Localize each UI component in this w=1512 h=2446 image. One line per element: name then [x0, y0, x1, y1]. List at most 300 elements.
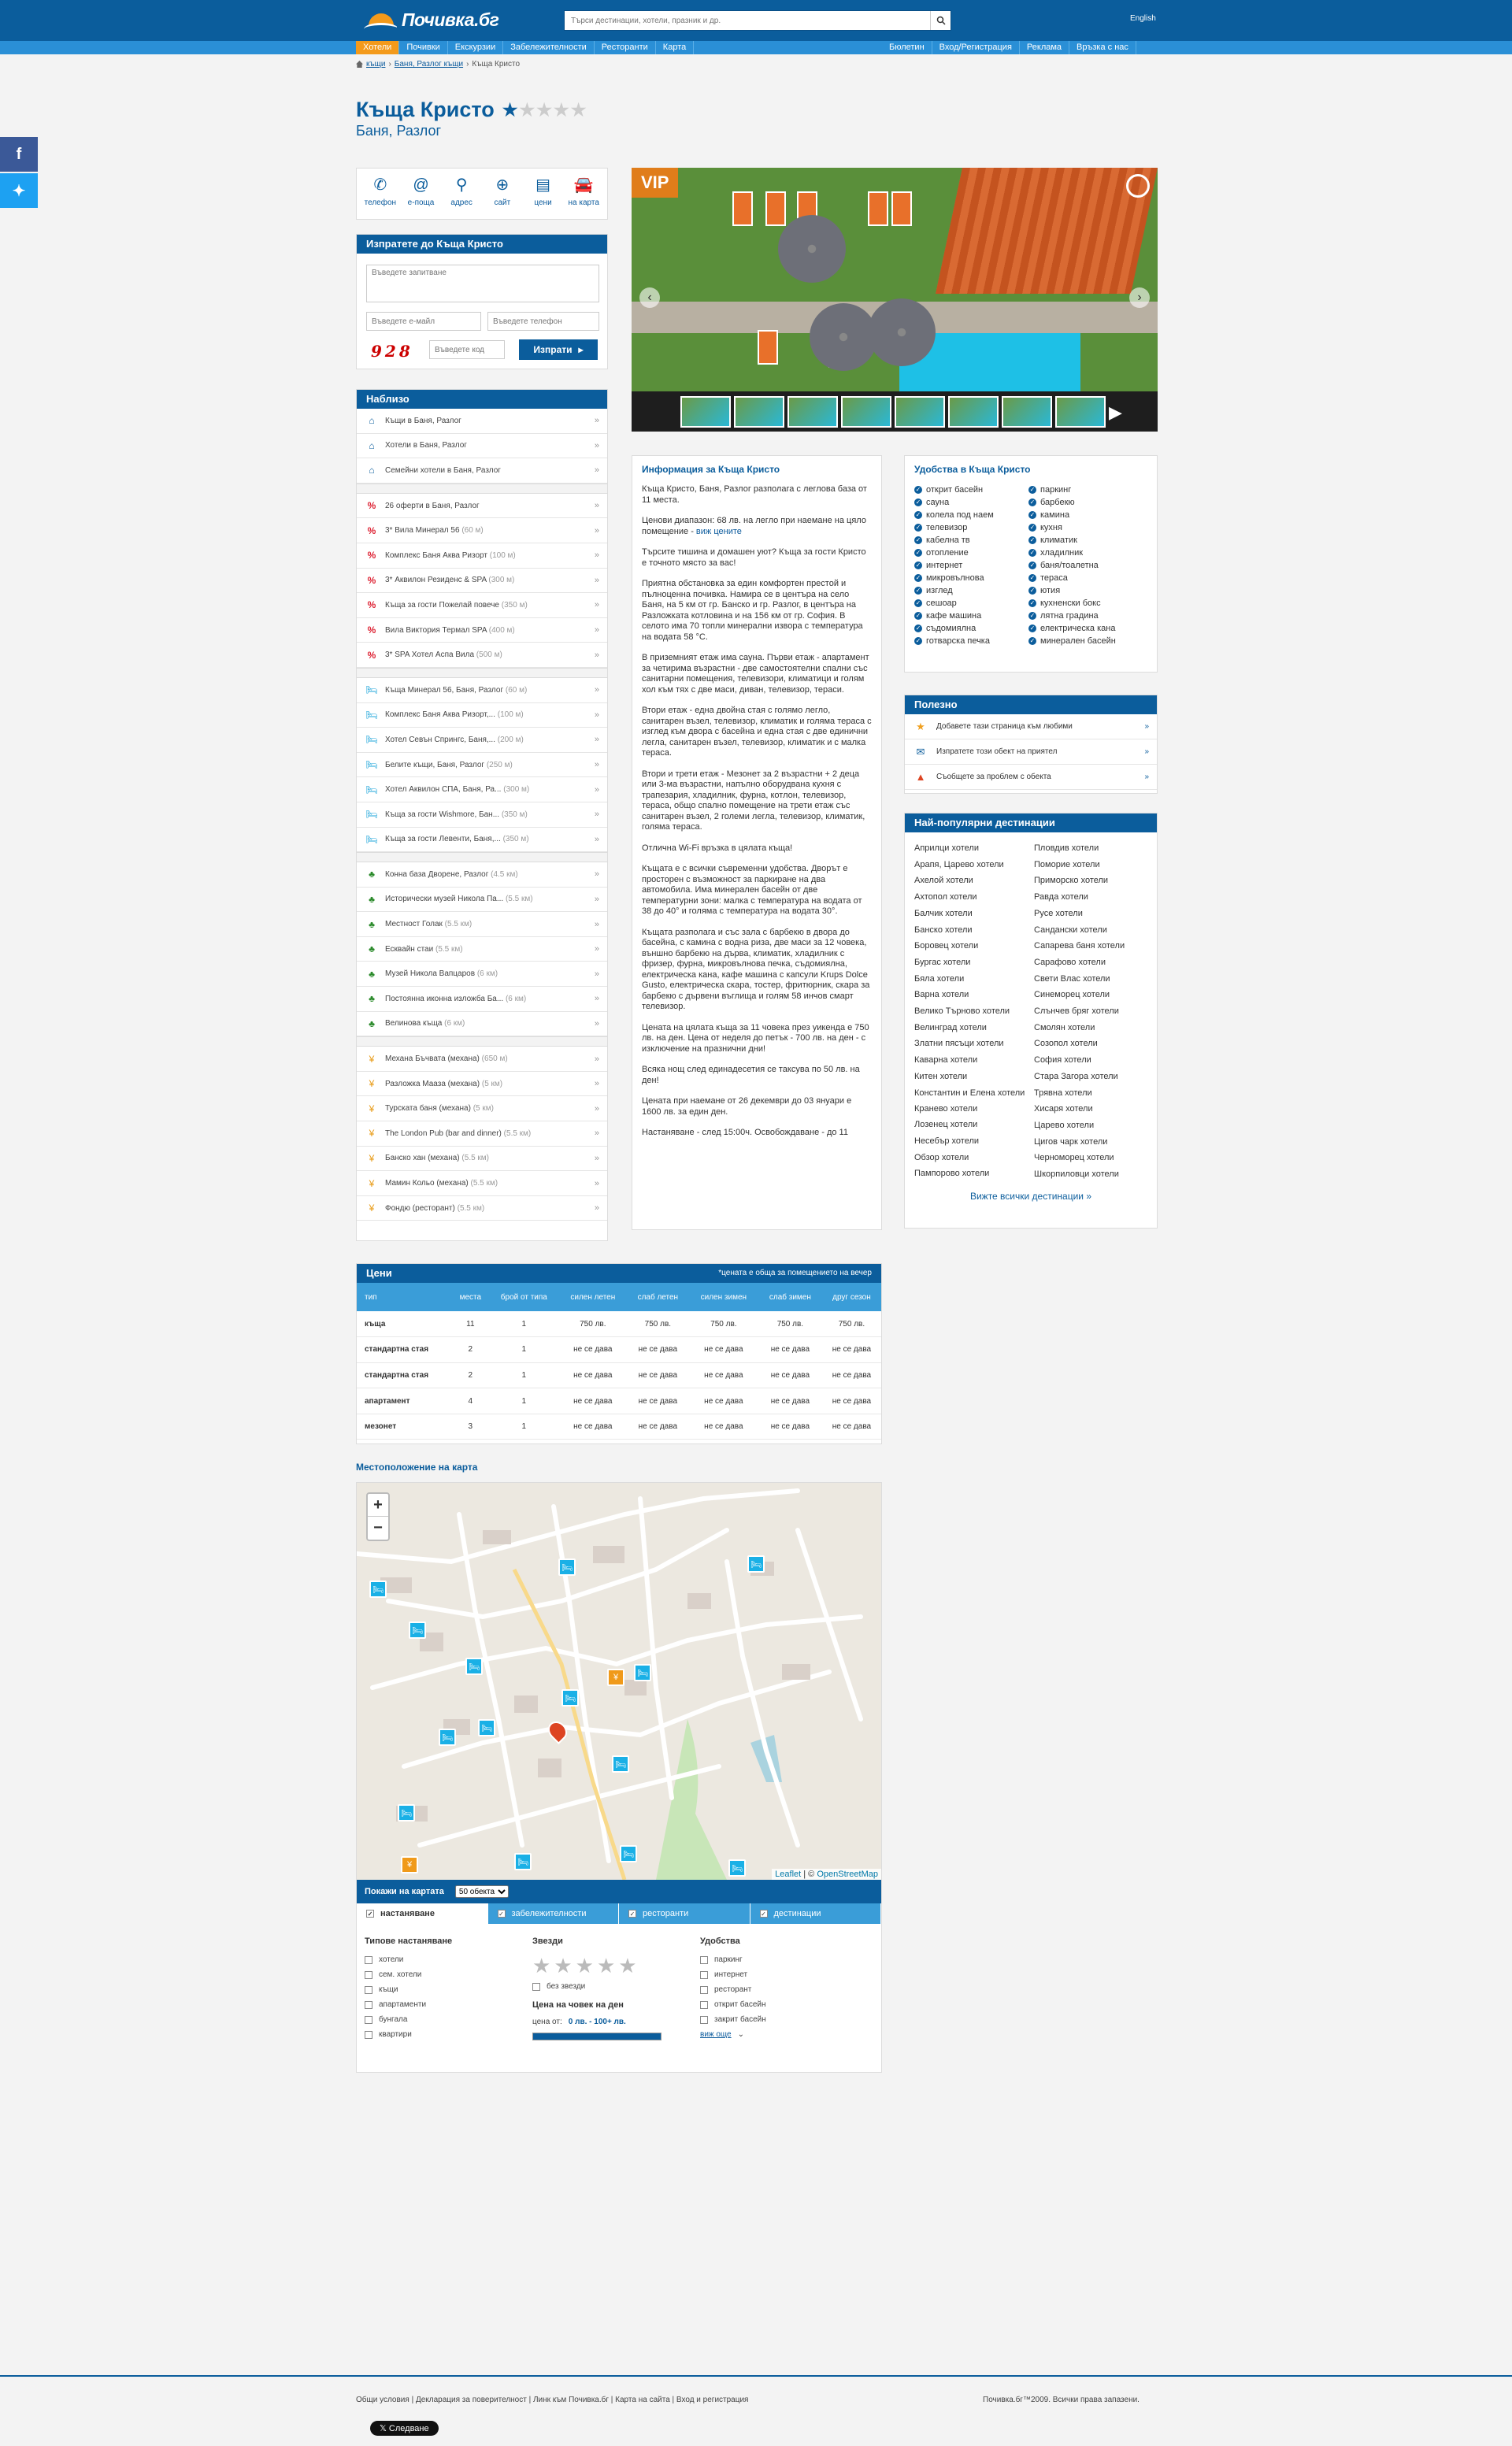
popular-title: Най-популярни дестинации: [905, 813, 1157, 832]
tree-icon: ♣: [369, 1017, 375, 1029]
zoom-in-button[interactable]: +: [368, 1494, 388, 1517]
nearby-item[interactable]: [357, 912, 607, 937]
check-icon: ✓: [1029, 548, 1036, 556]
restaurant-marker-icon[interactable]: ¥: [607, 1669, 624, 1686]
useful-item-label: Изпратете този обект на приятел: [936, 747, 1058, 756]
nearby-item-label: Къща за гости Wishmore, Бан... (350 м): [385, 810, 528, 819]
double-chevron-icon: »: [594, 969, 599, 979]
nearby-item[interactable]: [357, 618, 607, 643]
nearby-item[interactable]: [357, 1096, 607, 1121]
info-title: Информация за Къща Кристо: [642, 464, 780, 475]
destination-link[interactable]: Лозенец хотели: [914, 1120, 978, 1130]
search-icon: [936, 16, 946, 25]
next-thumbs-icon[interactable]: ▶: [1109, 402, 1122, 422]
checkbox[interactable]: [700, 1986, 708, 1994]
map-panel: [356, 1482, 882, 2073]
destination-link[interactable]: Бяла хотели: [914, 973, 965, 984]
photo-thumbnail[interactable]: [788, 396, 838, 428]
destination-link[interactable]: Обзор хотели: [914, 1152, 969, 1162]
amenity-item: ✓ колела под наем: [915, 510, 994, 520]
destination-link[interactable]: Китен хотели: [914, 1071, 968, 1081]
hotel-marker-icon[interactable]: 🛏: [514, 1853, 532, 1870]
address-contact-button[interactable]: [443, 176, 480, 211]
destination-link[interactable]: Ахтопол хотели: [914, 892, 977, 902]
email-icon: @: [413, 176, 429, 194]
zoom-out-button[interactable]: −: [373, 1519, 383, 1536]
price-cell: 750 лв.: [627, 1311, 689, 1337]
leaflet-link[interactable]: Leaflet: [775, 1870, 802, 1879]
amenities-title: Удобства в Къща Кристо: [914, 464, 1031, 475]
double-chevron-icon: »: [594, 685, 599, 695]
map-object-count-select[interactable]: [455, 1885, 509, 1898]
destination-link[interactable]: Сандански хотели: [1034, 925, 1107, 935]
pct-icon: %: [367, 624, 376, 636]
phone-icon: ✆: [373, 176, 387, 194]
checkbox[interactable]: [700, 1956, 708, 1964]
pct-icon: %: [367, 550, 376, 561]
osm-link[interactable]: OpenStreetMap: [817, 1870, 878, 1879]
nearby-item[interactable]: [357, 703, 607, 728]
checkbox[interactable]: ✓: [629, 1910, 636, 1918]
nearby-item[interactable]: [357, 962, 607, 987]
photo-thumbnail[interactable]: [1055, 396, 1106, 428]
nav-item[interactable]: Почивки: [399, 41, 447, 54]
nearby-item[interactable]: [357, 458, 607, 484]
map-tab[interactable]: ✓ ресторанти: [619, 1903, 750, 1924]
double-chevron-icon: »: [594, 1128, 599, 1139]
hotel-marker-icon[interactable]: 🛏: [634, 1664, 651, 1681]
message-field[interactable]: [366, 265, 599, 302]
amenity-checkbox[interactable]: интернет: [700, 1970, 868, 1979]
double-chevron-icon: »: [1144, 722, 1149, 731]
address-icon: ⚲: [455, 176, 468, 194]
nearby-item-label: Банско хан (механа) (5.5 км): [385, 1154, 490, 1163]
nearby-item[interactable]: [357, 1121, 607, 1147]
hotel-marker-icon[interactable]: 🛏: [465, 1658, 483, 1675]
checkbox[interactable]: [700, 1971, 708, 1979]
breadcrumb-link[interactable]: къщи: [366, 60, 386, 69]
type-checkbox[interactable]: хотели: [365, 1955, 532, 1964]
destination-link[interactable]: Хисаря хотели: [1034, 1104, 1093, 1114]
destination-link[interactable]: Слънчев бряг хотели: [1034, 1006, 1119, 1017]
checkbox[interactable]: [700, 2016, 708, 2024]
see-prices-link[interactable]: виж цените: [695, 526, 742, 536]
search-box: [564, 10, 951, 31]
facebook-share-button[interactable]: f: [0, 137, 38, 172]
checkbox[interactable]: ✓: [761, 1910, 766, 1918]
map-icon: 🚘: [573, 176, 594, 194]
contact-label: сайт: [494, 198, 511, 207]
amenity-checkbox[interactable]: открит басейн: [700, 2000, 868, 2009]
nearby-item[interactable]: [357, 494, 607, 519]
check-icon: ✓: [915, 510, 921, 518]
amen-filter-title: Удобства: [700, 1936, 740, 1946]
contact-label: на карта: [568, 198, 599, 207]
info-paragraph: Цената при наемане от 26 декември до 03 януари е 1600 лв. за един ден.: [642, 1096, 852, 1117]
home-icon: ⌂: [369, 415, 375, 427]
food-icon: ¥: [369, 1103, 375, 1114]
price-cell: не се дава: [627, 1337, 689, 1363]
info-paragraph: Къща Кристо, Баня, Разлог разполага с леглова база от 11 места.: [642, 484, 867, 505]
nearby-item-label: Велинова къща (6 км): [385, 1019, 465, 1028]
double-chevron-icon: »: [1144, 773, 1149, 781]
captcha-image: 928: [371, 342, 413, 361]
check-icon: ✓: [915, 636, 921, 644]
check-icon: ✓: [1029, 536, 1036, 543]
rating-stars: [502, 99, 587, 120]
hotel-marker-icon[interactable]: 🛏: [620, 1845, 637, 1862]
map-controls-bar: [357, 1880, 881, 1903]
map-contact-button[interactable]: [565, 176, 602, 211]
price-cell: не се дава: [758, 1362, 822, 1388]
price-cell: не се дава: [559, 1414, 627, 1440]
destination-link[interactable]: Константин и Елена хотели: [914, 1088, 1025, 1098]
amenity-item: ✓ сешоар: [915, 598, 957, 608]
nav-item[interactable]: Екскурзии: [448, 41, 503, 54]
amenity-item: ✓ камина: [1029, 510, 1070, 520]
checkbox[interactable]: [365, 1971, 372, 1979]
double-chevron-icon: »: [594, 575, 599, 585]
home-icon[interactable]: [356, 61, 363, 68]
amenity-checkbox[interactable]: паркинг: [700, 1955, 868, 1964]
table-row: [357, 1311, 881, 1337]
price-cell: не се дава: [559, 1388, 627, 1414]
useful-item[interactable]: [905, 739, 1157, 765]
hotel-marker-icon[interactable]: 🛏: [369, 1581, 387, 1598]
all-destinations-link[interactable]: [905, 1191, 1157, 1202]
food-icon: ¥: [369, 1177, 375, 1189]
destination-link[interactable]: Поморие хотели: [1034, 859, 1100, 869]
destination-link[interactable]: Банско хотели: [914, 925, 973, 935]
nearby-item[interactable]: [357, 409, 607, 434]
amenity-item: ✓ хладилник: [1029, 547, 1084, 558]
hotel-marker-icon[interactable]: 🛏: [728, 1859, 746, 1877]
next-photo-button[interactable]: ›: [1129, 287, 1150, 308]
map-tab[interactable]: ✓ настаняване: [357, 1903, 488, 1924]
amenity-item: ✓ тераса: [1029, 573, 1068, 583]
double-chevron-icon: »: [594, 919, 599, 929]
price-column-header: брой от типа: [489, 1283, 559, 1311]
price-cell: мезонет: [357, 1414, 452, 1440]
hotel-marker-icon[interactable]: 🛏: [398, 1804, 415, 1822]
price-cell: не се дава: [689, 1337, 758, 1363]
nearby-item[interactable]: [357, 643, 607, 668]
photo-gallery: [632, 168, 1158, 432]
nearby-item[interactable]: [357, 728, 607, 753]
website-icon: ⊕: [495, 176, 510, 194]
type-checkbox[interactable]: апартаменти: [365, 2000, 532, 2009]
nav-item[interactable]: Забележителности: [503, 41, 595, 54]
bed-icon: 🛏: [365, 734, 378, 746]
prices-contact-button[interactable]: [524, 176, 562, 211]
destination-link[interactable]: Русе хотели: [1034, 908, 1083, 918]
hotel-marker-icon[interactable]: 🛏: [558, 1558, 576, 1576]
destination-link[interactable]: Велико Търново хотели: [914, 1006, 1010, 1017]
nearby-item[interactable]: [357, 937, 607, 962]
destination-link[interactable]: Стара Загора хотели: [1034, 1071, 1118, 1081]
prices-panel: [356, 1263, 882, 1444]
amenity-item: ✓ изглед: [915, 585, 953, 595]
nearby-item-label: 3* Аквилон Резиденс & SPA (300 м): [385, 576, 515, 585]
hotel-marker-icon[interactable]: 🛏: [439, 1729, 456, 1746]
checkbox[interactable]: [365, 2001, 372, 2009]
main-photo[interactable]: [632, 168, 1158, 391]
checkbox[interactable]: [365, 2016, 372, 2024]
amenity-item: ✓ електрическа кана: [1029, 623, 1116, 633]
price-column-header: слаб зимен: [758, 1283, 822, 1311]
prev-photo-button[interactable]: ‹: [639, 287, 660, 308]
destination-link[interactable]: Сарафово хотели: [1034, 957, 1106, 967]
type-checkbox[interactable]: къщи: [365, 1985, 532, 1994]
nearby-item-label: Хотели в Баня, Разлог: [385, 441, 467, 450]
stars-filter[interactable]: ★ ★ ★ ★ ★: [532, 1954, 637, 1977]
captcha-field[interactable]: [429, 340, 505, 359]
nearby-item-label: Къща за гости Пожелай повече (350 м): [385, 600, 528, 610]
amenity-item: ✓ лятна градина: [1029, 610, 1099, 621]
nearby-item[interactable]: [357, 753, 607, 778]
map-tab[interactable]: ✓ забележителности: [488, 1903, 620, 1924]
check-icon: ✓: [1029, 586, 1036, 594]
destination-link[interactable]: Пловдив хотели: [1034, 843, 1099, 853]
checkbox[interactable]: [365, 1956, 372, 1964]
amen-more-link[interactable]: виж още ⌄: [700, 2030, 744, 2039]
check-icon: ✓: [1029, 636, 1036, 644]
hotel-marker-icon[interactable]: 🛏: [409, 1621, 426, 1639]
type-checkbox[interactable]: бунгала: [365, 2015, 532, 2024]
checkbox[interactable]: [700, 2001, 708, 2009]
search-button[interactable]: [930, 11, 951, 30]
checkbox[interactable]: ✓: [367, 1910, 373, 1918]
nearby-item[interactable]: [357, 434, 607, 459]
footer-links[interactable]: Общи условия | Декларация за поверителност | Линк към Почивка.бг | Карта на сайта | Вход и регистрация: [356, 2396, 749, 2404]
food-icon: ¥: [369, 1078, 375, 1090]
chevron-down-icon: ⌄: [737, 2030, 744, 2039]
check-icon: ✓: [915, 498, 921, 506]
search-input[interactable]: [565, 11, 930, 30]
nav-item[interactable]: Реклама: [1020, 41, 1069, 54]
price-column-header: друг сезон: [822, 1283, 881, 1311]
food-icon: ¥: [369, 1053, 375, 1065]
nearby-item[interactable]: [357, 1196, 607, 1221]
nav-item[interactable]: Карта: [656, 41, 694, 54]
nearby-item[interactable]: [357, 987, 607, 1012]
pct-icon: %: [367, 500, 376, 512]
destination-link[interactable]: Златни пясъци хотели: [914, 1039, 1004, 1049]
double-chevron-icon: »: [594, 1079, 599, 1089]
map-tab[interactable]: ✓ дестинации: [750, 1903, 882, 1924]
bed-icon: 🛏: [365, 759, 378, 771]
destination-link[interactable]: Априлци хотели: [914, 843, 979, 853]
nearby-item-label: The London Pub (bar and dinner) (5.5 км): [385, 1128, 532, 1138]
price-filter-title: Цена на човек на ден: [532, 2000, 624, 2010]
table-row: [357, 1414, 881, 1440]
photo-thumbnail[interactable]: [948, 396, 999, 428]
useful-panel: [904, 695, 1158, 794]
destination-link[interactable]: Равда хотели: [1034, 892, 1088, 902]
destination-link[interactable]: Боровец хотели: [914, 941, 979, 951]
useful-title: Полезно: [905, 695, 1157, 714]
destination-link[interactable]: Сапарева баня хотели: [1034, 941, 1125, 951]
nearby-item[interactable]: [357, 1072, 607, 1097]
nav-item[interactable]: Ресторанти: [595, 41, 656, 54]
checkbox[interactable]: [365, 1986, 372, 1994]
amenity-checkbox[interactable]: ресторант: [700, 1985, 868, 1994]
send-button[interactable]: [519, 339, 598, 360]
destination-link[interactable]: Синеморец хотели: [1034, 990, 1110, 1000]
destination-link[interactable]: Приморско хотели: [1034, 876, 1109, 886]
type-checkbox[interactable]: сем. хотели: [365, 1970, 532, 1979]
destination-link[interactable]: Трявна хотели: [1034, 1088, 1092, 1098]
nearby-item-label: Исторически музей Никола Па... (5.5 км): [385, 895, 533, 904]
nearby-item[interactable]: [357, 518, 607, 543]
check-icon: ✓: [1029, 498, 1036, 506]
info-paragraph: Отлична Wi-Fi връзка в цялата къща!: [642, 843, 793, 853]
inquiry-title: Изпратете до Къща Кристо: [357, 235, 607, 254]
destination-link[interactable]: Черноморец хотели: [1034, 1153, 1114, 1163]
nearby-item[interactable]: [357, 569, 607, 594]
destination-link[interactable]: Арапя, Царево хотели: [914, 859, 1004, 869]
photo-thumbnail[interactable]: [734, 396, 784, 428]
checkbox[interactable]: [365, 2031, 372, 2039]
destination-link[interactable]: Цигов чарк хотели: [1034, 1136, 1108, 1147]
destination-link[interactable]: Кранево хотели: [914, 1103, 978, 1114]
destination-link[interactable]: Созопол хотели: [1034, 1039, 1098, 1049]
price-cell: 750 лв.: [822, 1311, 881, 1337]
nav-item[interactable]: Бюлетин: [882, 41, 932, 54]
map-title: Местоположение на карта: [356, 1462, 478, 1473]
price-range-slider[interactable]: [532, 2033, 662, 2040]
destination-link[interactable]: Варна хотели: [914, 990, 969, 1000]
star-icon: ★: [502, 99, 518, 120]
double-chevron-icon: »: [594, 944, 599, 954]
useful-item[interactable]: [905, 765, 1157, 790]
check-icon: ✓: [1029, 611, 1036, 619]
breadcrumb-link[interactable]: Баня, Разлог къщи: [394, 60, 464, 69]
nearby-item-label: 26 оферти в Баня, Разлог: [385, 501, 480, 510]
destination-link[interactable]: Балчик хотели: [914, 908, 973, 918]
star-icon: ★: [519, 99, 536, 120]
star-icon: ★: [536, 99, 552, 120]
amenity-item: ✓ минерален басейн: [1029, 636, 1116, 646]
nav-item[interactable]: Връзка с нас: [1069, 41, 1136, 54]
map-zoom-control: [366, 1492, 390, 1541]
info-paragraph: Ценови диапазон: 68 лв. на легло при наемане на цяло помещение - виж цените: [642, 516, 866, 536]
hotel-marker-icon[interactable]: 🛏: [612, 1755, 629, 1773]
twitter-share-button[interactable]: ✦: [0, 173, 38, 208]
destination-link[interactable]: Бургас хотели: [914, 957, 971, 967]
destination-link[interactable]: Каварна хотели: [914, 1055, 978, 1065]
tree-icon: ♣: [369, 968, 375, 980]
destination-link[interactable]: Ахелой хотели: [914, 876, 973, 886]
double-chevron-icon: »: [594, 440, 599, 450]
nearby-item[interactable]: [357, 888, 607, 913]
top-header: [0, 0, 1512, 41]
destination-link[interactable]: Царево хотели: [1034, 1120, 1095, 1130]
destination-link[interactable]: София хотели: [1034, 1055, 1091, 1065]
hotel-marker-icon[interactable]: 🛏: [561, 1689, 579, 1707]
type-checkbox[interactable]: квартири: [365, 2030, 532, 2039]
nav-item[interactable]: Хотели: [356, 41, 399, 54]
map-show-label: Покажи на картата: [365, 1887, 444, 1896]
nearby-item-label: Разложка Мааза (механа) (5 км): [385, 1079, 503, 1088]
nearby-item[interactable]: [357, 1012, 607, 1037]
email-field[interactable]: [366, 312, 481, 331]
check-icon: ✓: [915, 561, 921, 569]
price-cell: 2: [452, 1362, 489, 1388]
nearby-item-label: Есквайн стаи (5.5 км): [385, 944, 463, 954]
price-column-header: слаб летен: [627, 1283, 689, 1311]
nearby-item[interactable]: [357, 1147, 607, 1172]
nearby-item[interactable]: [357, 1171, 607, 1196]
language-link[interactable]: English: [1130, 14, 1156, 23]
check-icon: ✓: [1029, 523, 1036, 531]
nearby-item[interactable]: [357, 678, 607, 703]
no-stars-checkbox[interactable]: без звезди: [532, 1982, 700, 1991]
divider: [357, 668, 607, 678]
destination-link[interactable]: Пампорово хотели: [914, 1169, 990, 1179]
destination-link[interactable]: Свети Влас хотели: [1034, 973, 1110, 984]
double-chevron-icon: »: [594, 501, 599, 511]
info-paragraph: Къщата разполага и със зала с барбекю в двора до басейна, с камина с водна риза, две маси за 12 човека, външно барбекю на дърва, климатик, хладилник с фризер, фурна, микровълнова печка, съдомиялна, електрическа кана, кафе машина с капсули Krups Dolce Gusto, електрическа скара, тостер, фритюрник, скара за барбекю с дървени въглища и голям 58 инчов смарт телевизор.: [642, 927, 870, 1011]
nearby-item[interactable]: [357, 593, 607, 618]
destination-link[interactable]: Шкорпиловци хотели: [1034, 1169, 1119, 1180]
photo-thumbnail[interactable]: [680, 396, 731, 428]
site-logo[interactable]: Почивка.бг: [364, 9, 498, 31]
check-icon: ✓: [1029, 485, 1036, 493]
nearby-item[interactable]: [357, 862, 607, 888]
info-paragraph: Търсите тишина и домашен уют? Къща за гости Кристо е точното място за вас!: [642, 547, 866, 568]
email-contact-button[interactable]: [402, 176, 440, 211]
star-icon: ★: [553, 99, 569, 120]
nearby-item[interactable]: [357, 777, 607, 802]
photo-thumbnail[interactable]: [841, 396, 891, 428]
phone-field[interactable]: [487, 312, 599, 331]
price-cell: 11: [452, 1311, 489, 1337]
destination-link[interactable]: Велинград хотели: [914, 1022, 987, 1032]
twitter-follow-button[interactable]: 𝕏 Следване: [370, 2421, 439, 2436]
useful-item-label: Съобщете за проблем с обекта: [936, 773, 1051, 781]
photo-thumbnail[interactable]: [1002, 396, 1052, 428]
amenity-item: ✓ сауна: [915, 497, 950, 507]
nearby-item[interactable]: [357, 828, 607, 853]
photo-thumbnail[interactable]: [895, 396, 945, 428]
price-cell: не се дава: [627, 1388, 689, 1414]
useful-item[interactable]: [905, 714, 1157, 739]
nearby-item[interactable]: [357, 802, 607, 828]
nearby-item[interactable]: [357, 1047, 607, 1072]
nearby-item[interactable]: [357, 543, 607, 569]
tree-icon: ♣: [369, 918, 375, 930]
location-map[interactable]: [357, 1483, 881, 1880]
destination-link[interactable]: Несебър хотели: [914, 1136, 980, 1146]
restaurant-marker-icon[interactable]: ¥: [401, 1856, 418, 1873]
nearby-item-label: Хотел Севън Спрингс, Баня,... (200 м): [385, 735, 524, 744]
destination-link[interactable]: Смолян хотели: [1034, 1022, 1095, 1032]
hotel-marker-icon[interactable]: 🛏: [747, 1555, 765, 1573]
zoom-icon[interactable]: [1126, 174, 1150, 198]
amenity-item: ✓ ютия: [1029, 585, 1061, 595]
amenity-checkbox[interactable]: закрит басейн: [700, 2015, 868, 2024]
phone-contact-button[interactable]: [361, 176, 399, 211]
check-icon: ✓: [915, 573, 921, 581]
double-chevron-icon: »: [594, 994, 599, 1004]
website-contact-button[interactable]: [484, 176, 521, 211]
map-filters: [357, 1924, 881, 2072]
hotel-marker-icon[interactable]: 🛏: [478, 1719, 495, 1736]
info-paragraph: Втори етаж - една двойна стая с голямо легло, санитарен възел, телевизор, климатик и голяма тераса с изглед към двора с басейна и една стая с две единични легла, санитарен възел, телевизор, климатик и с малка тераса.: [642, 706, 872, 758]
nav-item[interactable]: Вход/Регистрация: [932, 41, 1020, 54]
checkbox[interactable]: ✓: [498, 1910, 504, 1918]
